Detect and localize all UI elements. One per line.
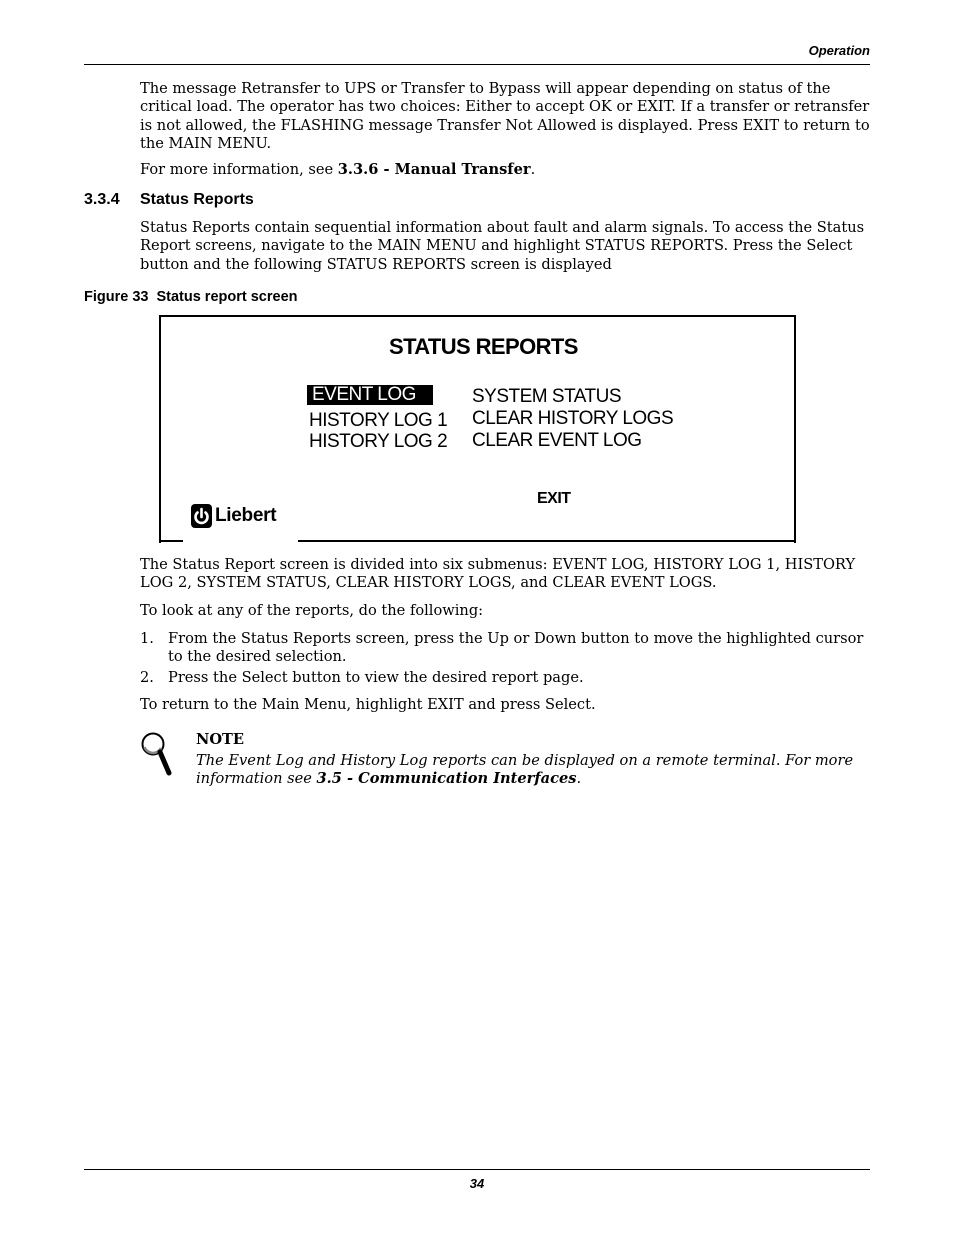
paragraph-submenus: The Status Report screen is divided into six submenus: EVENT LOG, HISTORY LOG 1, HISTORY LOG 2, SYSTEM STATUS, CLEAR HISTORY LOGS, and CLEAR EVENT LOGS.: [140, 556, 856, 592]
section-title: Status Reports: [140, 191, 254, 208]
section-heading: [84, 191, 254, 209]
header-rule: [84, 64, 870, 65]
screen-title: STATUS REPORTS: [389, 334, 578, 359]
communication-interfaces-link[interactable]: 3.5 - Communication Interfaces: [316, 770, 577, 788]
figure-title: Status report screen: [156, 289, 298, 305]
magnifier-icon: [140, 731, 174, 781]
step-number: 2.: [140, 669, 154, 686]
paragraph-more-info: [140, 161, 870, 179]
figure-label: Figure 33: [84, 289, 149, 305]
step-text: Press the Select button to view the desired report page.: [168, 669, 584, 686]
note-body-prefix: The Event Log and History Log reports can be displayed on a remote terminal. For more information see: [196, 752, 854, 788]
note-label: NOTE: [196, 731, 245, 748]
more-info-prefix: For more information, see: [140, 161, 338, 178]
paragraph-transfer-message: The message Retransfer to UPS or Transfer to Bypass will appear depending on status of the critical load. The operator has two choices: Either to accept OK or EXIT. If a transfer or retransfer is not allowed, the FLASHING message Transfer Not Allowed is displayed. Press EXIT to return to the MAIN MENU.: [140, 80, 870, 152]
liebert-logo: [191, 504, 276, 528]
note-body-suffix: .: [576, 770, 582, 788]
step-number: 1.: [140, 630, 154, 647]
exit-button[interactable]: EXIT: [537, 490, 571, 507]
more-info-suffix: .: [530, 161, 536, 178]
menu-item-event-log[interactable]: EVENT LOG: [307, 385, 433, 405]
page-number: 34: [469, 1176, 485, 1191]
menu-item-system-status[interactable]: SYSTEM STATUS: [472, 386, 622, 407]
footer-rule: [84, 1169, 870, 1170]
screen-frame-bottom: [298, 540, 794, 542]
liebert-logo-text: Liebert: [215, 505, 277, 526]
manual-transfer-link[interactable]: 3.3.6 - Manual Transfer: [337, 161, 531, 178]
section-number: 3.3.4: [84, 191, 120, 208]
note-body: [196, 752, 870, 789]
figure-caption: [84, 289, 298, 305]
menu-item-history-log-2[interactable]: HISTORY LOG 2: [309, 431, 448, 452]
running-header: Operation: [808, 43, 870, 58]
liebert-power-icon: [191, 504, 212, 528]
menu-item-clear-history-logs[interactable]: CLEAR HISTORY LOGS: [472, 408, 674, 429]
step-text: From the Status Reports screen, press the Up or Down button to move the highlighted cursor to the desired selection.: [168, 630, 864, 666]
screen-frame-bottom-left: [159, 540, 183, 542]
paragraph-look-at-reports: To look at any of the reports, do the following:: [140, 602, 484, 619]
menu-item-history-log-1[interactable]: HISTORY LOG 1: [309, 410, 448, 431]
menu-item-clear-event-log[interactable]: CLEAR EVENT LOG: [472, 430, 642, 451]
paragraph-return-main-menu: To return to the Main Menu, highlight EXIT and press Select.: [140, 696, 596, 713]
paragraph-status-reports-intro: Status Reports contain sequential information about fault and alarm signals. To access the Status Report screens, navigate to the MAIN MENU and highlight STATUS REPORTS. Press the Select button and the following STATUS REPORTS screen is displayed: [140, 219, 865, 273]
